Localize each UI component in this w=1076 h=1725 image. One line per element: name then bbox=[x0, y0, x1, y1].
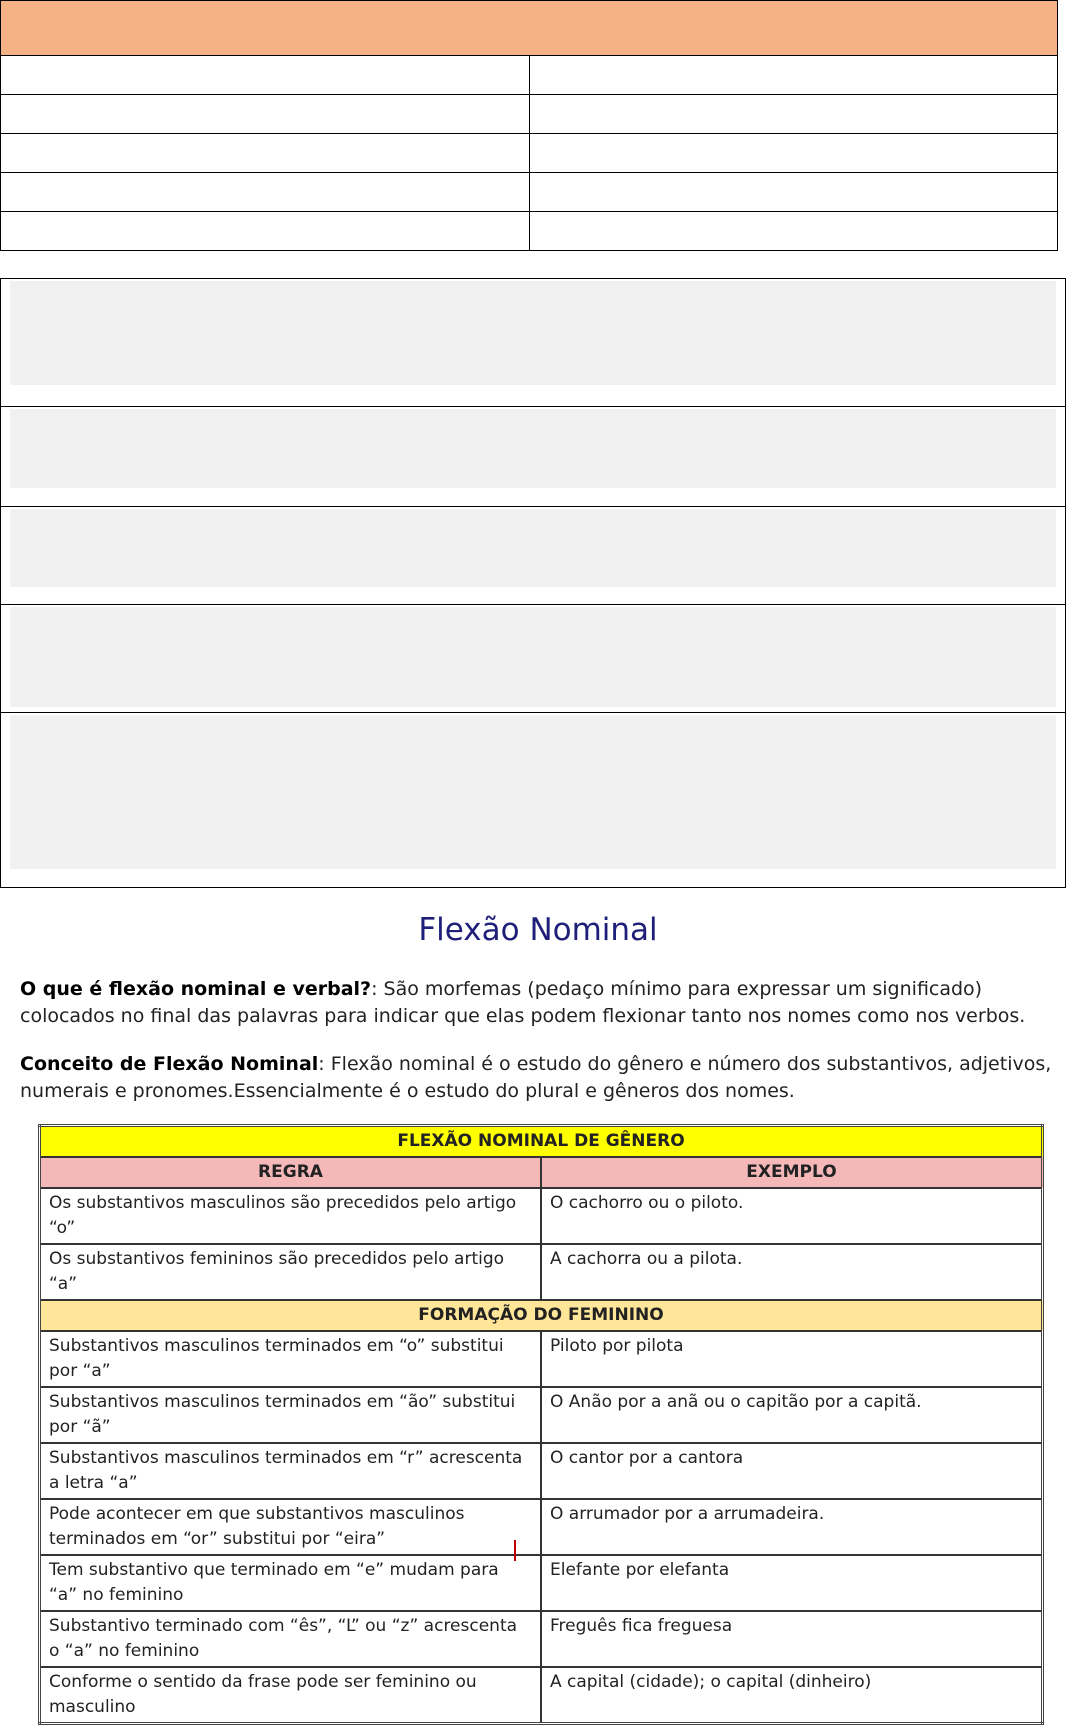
form-section bbox=[1, 605, 1065, 712]
text-field[interactable] bbox=[10, 607, 1056, 707]
table-row bbox=[40, 1611, 1043, 1667]
form-section bbox=[1, 507, 1065, 604]
text-field[interactable] bbox=[10, 715, 1056, 869]
rule-cell: Os substantivos masculinos são precedidos pelo artigo “o” bbox=[40, 1188, 542, 1244]
header-table bbox=[0, 0, 1058, 251]
paragraph-definition bbox=[20, 976, 1065, 1030]
paragraph-concept bbox=[20, 1051, 1065, 1105]
table-row bbox=[40, 1555, 1043, 1611]
blank-cell bbox=[529, 212, 1058, 251]
example-cell: Piloto por pilota bbox=[541, 1331, 1043, 1387]
paragraph-bold-lead: O que é flexão nominal e verbal? bbox=[20, 978, 372, 1000]
header-cell bbox=[1, 1, 1058, 56]
column-header-example: EXEMPLO bbox=[541, 1157, 1043, 1188]
form-section bbox=[1, 407, 1065, 506]
blank-cell bbox=[1, 56, 530, 95]
blank-cell bbox=[1, 95, 530, 134]
red-marker-line bbox=[514, 1540, 516, 1561]
table-row bbox=[40, 1331, 1043, 1387]
table-subtitle: FORMAÇÃO DO FEMININO bbox=[40, 1300, 1043, 1331]
gender-table bbox=[38, 1124, 1044, 1725]
form-box bbox=[0, 278, 1066, 888]
example-cell: Elefante por elefanta bbox=[541, 1555, 1043, 1611]
rule-cell: Substantivos masculinos terminados em “ão” substitui por “ã” bbox=[40, 1387, 542, 1443]
table-title: FLEXÃO NOMINAL DE GÊNERO bbox=[40, 1126, 1043, 1158]
form-section bbox=[1, 279, 1065, 406]
example-cell: A capital (cidade); o capital (dinheiro) bbox=[541, 1667, 1043, 1724]
blank-cell bbox=[529, 173, 1058, 212]
example-cell: O Anão por a anã ou o capitão por a capitã. bbox=[541, 1387, 1043, 1443]
table-row bbox=[40, 1387, 1043, 1443]
table-row bbox=[40, 1188, 1043, 1244]
paragraph-text: : Flexão nominal é o estudo do gênero e número dos substantivos, adjetivos, numerais e pronomes.Essencialmente é o estudo do plural e gêneros dos nomes. bbox=[20, 1053, 1052, 1102]
table-row bbox=[40, 1499, 1043, 1555]
rule-cell: Tem substantivo que terminado em “e” mudam para “a” no feminino bbox=[40, 1555, 542, 1611]
rule-cell: Substantivos masculinos terminados em “r” acrescenta a letra “a” bbox=[40, 1443, 542, 1499]
blank-cell bbox=[529, 56, 1058, 95]
rule-cell: Substantivos masculinos terminados em “o” substitui por “a” bbox=[40, 1331, 542, 1387]
rule-cell: Pode acontecer em que substantivos masculinos terminados em “or” substitui por “eira” bbox=[40, 1499, 542, 1555]
text-field[interactable] bbox=[10, 509, 1056, 587]
blank-cell bbox=[1, 173, 530, 212]
example-cell: A cachorra ou a pilota. bbox=[541, 1244, 1043, 1300]
example-cell: Freguês fica freguesa bbox=[541, 1611, 1043, 1667]
blank-cell bbox=[529, 134, 1058, 173]
blank-cell bbox=[529, 95, 1058, 134]
form-section bbox=[1, 713, 1065, 888]
rule-cell: Substantivo terminado com “ês”, “L” ou “z” acrescenta o “a” no feminino bbox=[40, 1611, 542, 1667]
example-cell: O cachorro ou o piloto. bbox=[541, 1188, 1043, 1244]
table-row bbox=[40, 1667, 1043, 1724]
paragraph-text: : São morfemas (pedaço mínimo para expressar um significado) colocados no final das palavras para indicar que elas podem flexionar tanto nos nomes como nos verbos. bbox=[20, 978, 1026, 1027]
rule-cell: Os substantivos femininos são precedidos pelo artigo “a” bbox=[40, 1244, 542, 1300]
text-field[interactable] bbox=[10, 409, 1056, 488]
example-cell: O arrumador por a arrumadeira. bbox=[541, 1499, 1043, 1555]
paragraph-bold-lead: Conceito de Flexão Nominal bbox=[20, 1053, 319, 1075]
blank-cell bbox=[1, 212, 530, 251]
page-title: Flexão Nominal bbox=[418, 912, 658, 948]
table-row bbox=[40, 1443, 1043, 1499]
table-row bbox=[40, 1244, 1043, 1300]
example-cell: O cantor por a cantora bbox=[541, 1443, 1043, 1499]
rule-cell: Conforme o sentido da frase pode ser feminino ou masculino bbox=[40, 1667, 542, 1724]
blank-cell bbox=[1, 134, 530, 173]
text-field[interactable] bbox=[10, 281, 1056, 385]
column-header-rule: REGRA bbox=[40, 1157, 542, 1188]
